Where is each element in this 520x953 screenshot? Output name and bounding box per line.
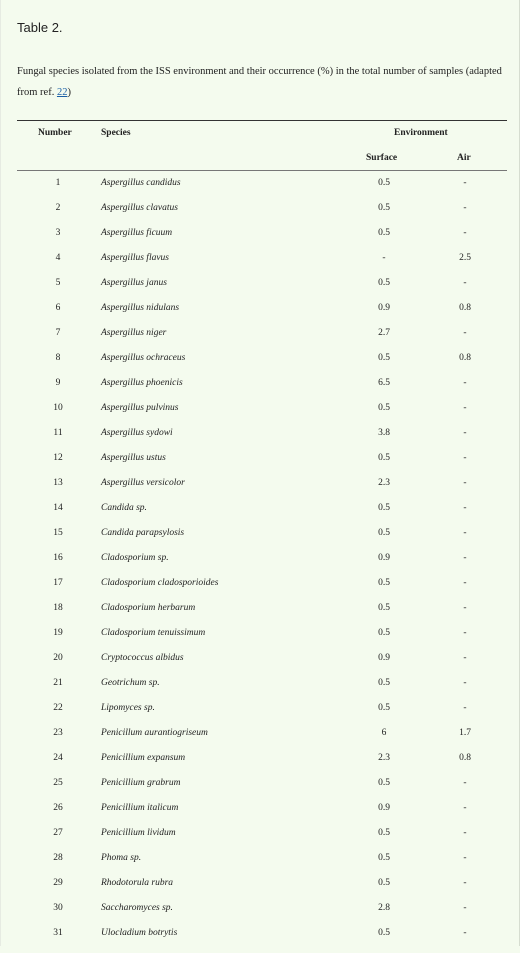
table-row xyxy=(0,528,520,553)
row-number: 7 xyxy=(55,328,61,338)
row-species: Penicillium expansum xyxy=(101,753,186,763)
row-species: Aspergillus versicolor xyxy=(101,478,185,488)
row-surface: 0.9 xyxy=(378,303,390,313)
row-number: 11 xyxy=(53,428,63,438)
row-surface: 0.5 xyxy=(378,878,390,888)
table-row xyxy=(0,603,520,628)
row-surface: 0.5 xyxy=(378,278,390,288)
row-number: 14 xyxy=(53,503,63,513)
row-number: 26 xyxy=(53,803,63,813)
row-surface: - xyxy=(382,253,386,263)
row-air: - xyxy=(463,653,467,663)
row-surface: 0.5 xyxy=(378,678,390,688)
row-number: 10 xyxy=(53,403,63,413)
row-surface: 0.5 xyxy=(378,453,390,463)
row-surface: 0.9 xyxy=(378,803,390,813)
row-species: Aspergillus clavatus xyxy=(101,203,178,213)
header-number: Number xyxy=(38,128,72,138)
row-air: - xyxy=(463,878,467,888)
row-surface: 0.5 xyxy=(378,928,390,938)
row-species: Aspergillus nidulans xyxy=(101,303,180,313)
row-number: 30 xyxy=(53,903,63,913)
row-number: 20 xyxy=(53,653,63,663)
row-number: 21 xyxy=(53,678,63,688)
row-air: - xyxy=(463,278,467,288)
table-row xyxy=(0,903,520,928)
row-surface: 3.8 xyxy=(378,428,390,438)
table-row xyxy=(0,853,520,878)
table-row xyxy=(0,378,520,403)
row-number: 18 xyxy=(53,603,63,613)
row-air: 0.8 xyxy=(459,753,471,763)
row-species: Cryptococcus albidus xyxy=(101,653,184,663)
table-row xyxy=(0,278,520,303)
row-number: 2 xyxy=(55,203,61,213)
row-number: 1 xyxy=(55,178,61,188)
row-surface: 0.5 xyxy=(378,228,390,238)
row-species: Cladosporium herbarum xyxy=(101,603,196,613)
row-surface: 0.5 xyxy=(378,403,390,413)
row-air: 2.5 xyxy=(459,253,471,263)
row-surface: 2.3 xyxy=(378,753,390,763)
table-row xyxy=(0,503,520,528)
row-number: 9 xyxy=(55,378,61,388)
header-environment: Environment xyxy=(394,128,448,138)
table-row xyxy=(0,353,520,378)
row-number: 3 xyxy=(55,228,61,238)
row-number: 31 xyxy=(53,928,63,938)
table-row xyxy=(0,803,520,828)
row-species: Aspergillus niger xyxy=(101,328,167,338)
row-surface: 0.5 xyxy=(378,853,390,863)
row-air: - xyxy=(463,503,467,513)
row-air: - xyxy=(463,203,467,213)
row-number: 17 xyxy=(53,578,63,588)
table-row xyxy=(0,828,520,853)
row-air: - xyxy=(463,678,467,688)
row-species: Aspergillus ustus xyxy=(101,453,166,463)
row-air: - xyxy=(463,928,467,938)
row-air: - xyxy=(463,553,467,563)
row-species: Lipomyces sp. xyxy=(101,703,155,713)
row-number: 5 xyxy=(55,278,61,288)
row-surface: 0.9 xyxy=(378,553,390,563)
row-species: Penicillum aurantiogriseum xyxy=(101,728,208,738)
row-surface: 0.5 xyxy=(378,578,390,588)
row-surface: 2.8 xyxy=(378,903,390,913)
row-air: - xyxy=(463,853,467,863)
row-surface: 2.3 xyxy=(378,478,390,488)
row-number: 24 xyxy=(53,753,63,763)
row-surface: 0.5 xyxy=(378,503,390,513)
row-surface: 0.5 xyxy=(378,528,390,538)
row-surface: 0.5 xyxy=(378,628,390,638)
table-row xyxy=(0,328,520,353)
row-air: - xyxy=(463,803,467,813)
row-species: Saccharomyces sp. xyxy=(101,903,173,913)
table-caption xyxy=(17,61,507,103)
row-air: - xyxy=(463,628,467,638)
row-surface: 6 xyxy=(381,728,387,738)
row-species: Ulocladium botrytis xyxy=(101,928,178,938)
caption-close: ) xyxy=(67,87,71,98)
row-air: - xyxy=(463,178,467,188)
row-species: Aspergillus pulvinus xyxy=(101,403,179,413)
row-species: Aspergillus janus xyxy=(101,278,167,288)
table-row xyxy=(0,553,520,578)
table-row xyxy=(0,453,520,478)
row-air: - xyxy=(463,378,467,388)
row-surface: 0.9 xyxy=(378,653,390,663)
row-surface: 0.5 xyxy=(378,603,390,613)
row-number: 25 xyxy=(53,778,63,788)
row-air: - xyxy=(463,403,467,413)
row-species: Cladosporium sp. xyxy=(101,553,169,563)
row-species: Penicillium italicum xyxy=(101,803,179,813)
row-surface: 0.5 xyxy=(378,178,390,188)
row-number: 29 xyxy=(53,878,63,888)
table-row xyxy=(0,778,520,803)
row-number: 4 xyxy=(55,253,61,263)
row-air: - xyxy=(463,603,467,613)
row-air: - xyxy=(463,903,467,913)
table-row xyxy=(0,228,520,253)
table-label: Table 2. xyxy=(17,20,63,35)
row-number: 19 xyxy=(53,628,63,638)
header-air: Air xyxy=(457,153,471,163)
row-number: 27 xyxy=(53,828,63,838)
row-air: 1.7 xyxy=(459,728,471,738)
row-number: 22 xyxy=(53,703,63,713)
row-air: - xyxy=(463,703,467,713)
row-species: Cladosporium tenuissimum xyxy=(101,628,206,638)
row-species: Aspergillus phoenicis xyxy=(101,378,183,388)
row-species: Candida parapsylosis xyxy=(101,528,185,538)
table-row xyxy=(0,628,520,653)
row-surface: 6.5 xyxy=(378,378,390,388)
row-surface: 0.5 xyxy=(378,353,390,363)
row-species: Cladosporium cladosporioides xyxy=(101,578,219,588)
table-row xyxy=(0,878,520,903)
row-number: 23 xyxy=(53,728,63,738)
row-air: - xyxy=(463,228,467,238)
row-air: - xyxy=(463,428,467,438)
table-row xyxy=(0,253,520,278)
table-row xyxy=(0,178,520,203)
row-species: Penicillium lividum xyxy=(101,828,176,838)
row-species: Aspergillus ficuum xyxy=(101,228,173,238)
row-species: Aspergillus ochraceus xyxy=(101,353,186,363)
row-number: 12 xyxy=(53,453,63,463)
row-number: 15 xyxy=(53,528,63,538)
header-surface: Surface xyxy=(366,153,398,163)
row-air: 0.8 xyxy=(459,353,471,363)
row-air: - xyxy=(463,453,467,463)
table-row xyxy=(0,478,520,503)
row-air: - xyxy=(463,528,467,538)
table-row xyxy=(0,303,520,328)
table-row xyxy=(0,703,520,728)
row-air: - xyxy=(463,478,467,488)
row-number: 16 xyxy=(53,553,63,563)
table-row xyxy=(0,928,520,953)
row-air: - xyxy=(463,578,467,588)
row-species: Rhodotorula rubra xyxy=(101,878,174,888)
row-air: - xyxy=(463,778,467,788)
row-number: 28 xyxy=(53,853,63,863)
header-species: Species xyxy=(101,128,131,138)
table-top-rule xyxy=(17,120,507,121)
row-air: 0.8 xyxy=(459,303,471,313)
row-species: Candida sp. xyxy=(101,503,147,513)
row-number: 13 xyxy=(53,478,63,488)
row-species: Aspergillus flavus xyxy=(101,253,169,263)
row-surface: 0.5 xyxy=(378,203,390,213)
table-row xyxy=(0,753,520,778)
row-air: - xyxy=(463,328,467,338)
table-row xyxy=(0,428,520,453)
row-species: Phoma sp. xyxy=(101,853,142,863)
row-number: 8 xyxy=(55,353,61,363)
caption-text: Fungal species isolated from the ISS environment and their occurrence (%) in the total number of samples (adapted from ref. xyxy=(17,66,502,98)
row-number: 6 xyxy=(55,303,61,313)
table-row xyxy=(0,578,520,603)
table-row xyxy=(0,403,520,428)
reference-link[interactable]: 22 xyxy=(56,87,68,98)
row-species: Aspergillus sydowi xyxy=(101,428,173,438)
table-row xyxy=(0,678,520,703)
table-row xyxy=(0,728,520,753)
row-species: Geotrichum sp. xyxy=(101,678,160,688)
table-row xyxy=(0,653,520,678)
table-header-rule xyxy=(17,170,507,171)
row-species: Penicillium grabrum xyxy=(101,778,181,788)
row-surface: 0.5 xyxy=(378,828,390,838)
row-surface: 0.5 xyxy=(378,778,390,788)
row-surface: 2.7 xyxy=(378,328,390,338)
row-surface: 0.5 xyxy=(378,703,390,713)
row-species: Aspergillus candidus xyxy=(101,178,181,188)
row-air: - xyxy=(463,828,467,838)
table-row xyxy=(0,203,520,228)
